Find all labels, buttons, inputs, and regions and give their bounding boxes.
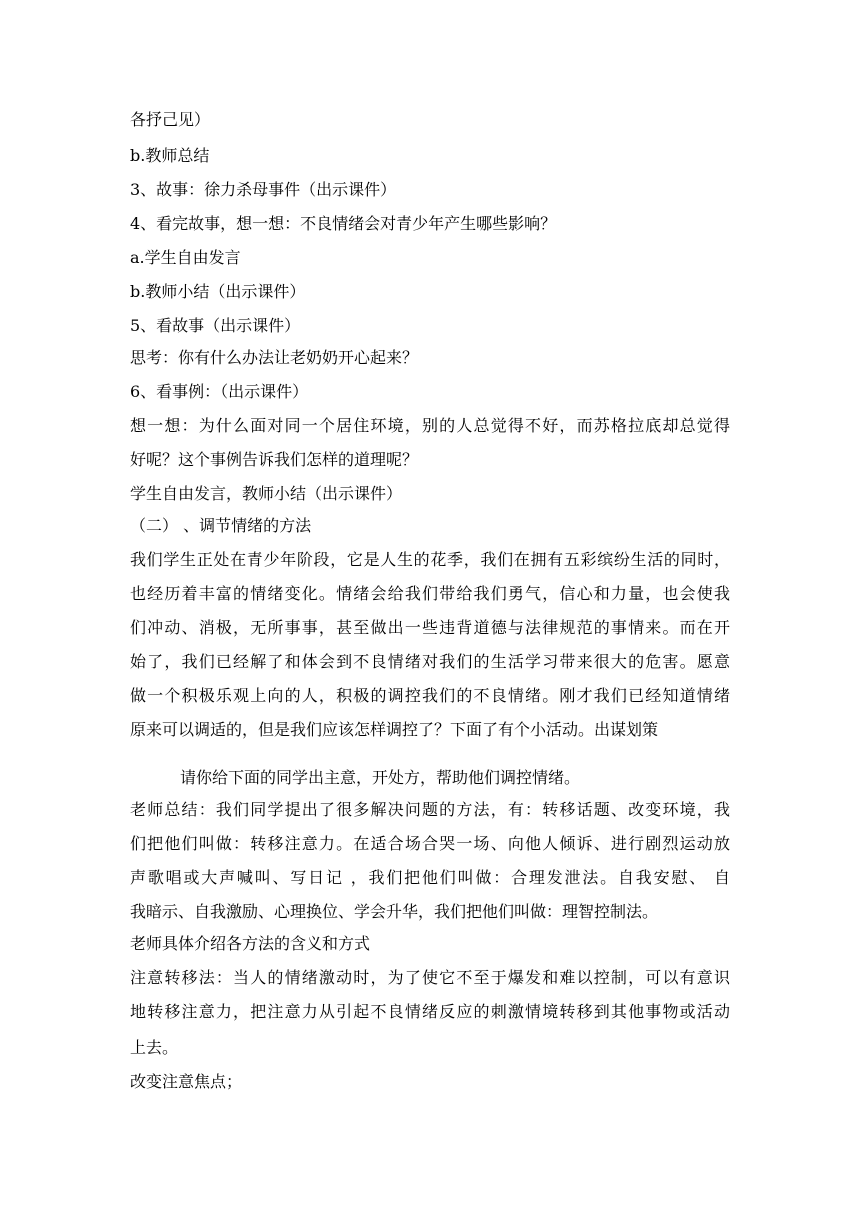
text-line: 老师具体介绍各方法的含义和方式 — [130, 934, 371, 953]
text-line: 我们学生正处在青少年阶段，它是人生的花季，我们在拥有五彩缤纷生活的同时， — [130, 550, 730, 569]
text-line: 们冲动、消极，无所事事，甚至做出一些违背道德与法律规范的事情来。而在开 — [130, 618, 730, 637]
text-line: 也经历着丰富的情绪变化。情绪会给我们带给我们勇气，信心和力量，也会使我 — [130, 584, 730, 603]
text-line: 们把他们叫做：转移注意力。在适合场合哭一场、向他人倾诉、进行剧烈运动放 — [130, 834, 730, 853]
text-line: 我暗示、自我激励、心理换位、学会升华，我们把他们叫做：理智控制法。 — [130, 902, 659, 921]
text-line: 原来可以调适的，但是我们应该怎样调控了？下面了有个小活动。出谋划策 — [130, 720, 659, 739]
text-line: 请你给下面的同学出主意，开处方，帮助他们调控情绪。 — [180, 768, 581, 787]
text-line: b.教师小结（出示课件） — [130, 282, 306, 301]
text-line: 老师总结：我们同学提出了很多解决问题的方法，有：转移话题、改变环境，我 — [130, 800, 730, 819]
text-line: 思考：你有什么办法让老奶奶开心起来？ — [130, 348, 419, 367]
text-line: 始了，我们已经解了和体会到不良情绪对我们的生活学习带来很大的危害。愿意 — [130, 652, 730, 671]
text-line: 6、看事例：（出示课件） — [130, 382, 309, 401]
text-line: a.学生自由发言 — [130, 248, 241, 267]
text-line: b.教师总结 — [130, 146, 210, 165]
text-line: 地转移注意力，把注意力从引起不良情绪反应的刺激情境转移到其他事物或活动 — [130, 1002, 730, 1021]
text-line: 各抒己见） — [130, 110, 211, 129]
text-line: 5、看故事（出示课件） — [130, 316, 301, 335]
text-line: 上去。 — [130, 1038, 179, 1057]
text-line: 做一个积极乐观上向的人，积极的调控我们的不良情绪。刚才我们已经知道情绪 — [130, 686, 730, 705]
section-heading: （二） 、调节情绪的方法 — [130, 516, 312, 535]
text-line: 好呢？这个事例告诉我们怎样的道理呢？ — [130, 450, 419, 469]
text-line: 想一想：为什么面对同一个居住环境，别的人总觉得不好，而苏格拉底却总觉得 — [130, 416, 730, 435]
text-line: 4、看完故事，想一想：不良情绪会对青少年产生哪些影响？ — [130, 214, 557, 233]
text-line: 注意转移法：当人的情绪激动时，为了使它不至于爆发和难以控制，可以有意识 — [130, 968, 730, 987]
text-line: 3、故事：徐力杀母事件（出示课件） — [130, 180, 397, 199]
text-line: 声歌唱或大声喊叫、写日记 ，我们把他们叫做：合理发泄法。自我安慰、 自 — [130, 868, 730, 887]
text-line: 改变注意焦点； — [130, 1072, 243, 1091]
text-line: 学生自由发言，教师小结（出示课件） — [130, 484, 403, 503]
